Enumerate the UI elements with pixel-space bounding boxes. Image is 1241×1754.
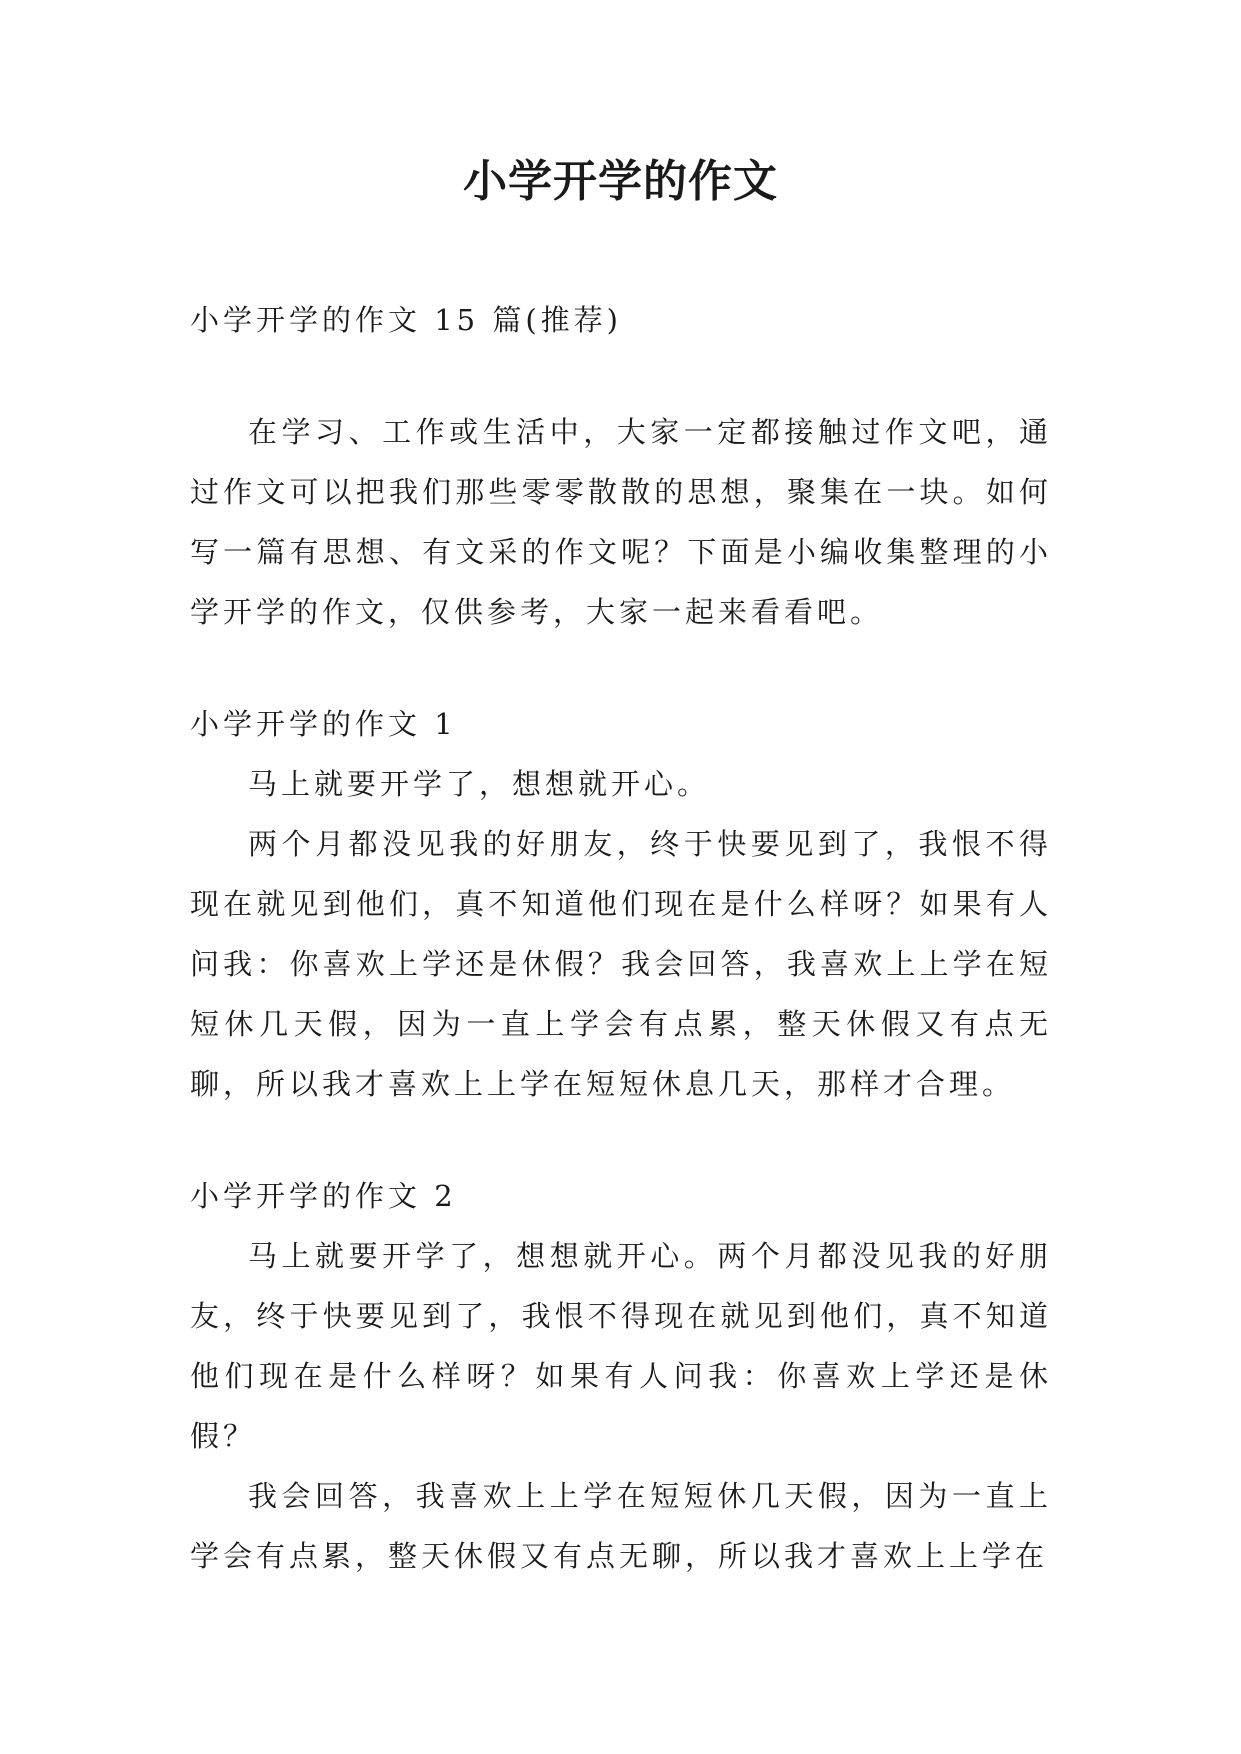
section-paragraph: 马上就要开学了，想想就开心。两个月都没见我的好朋友，终于快要见到了，我恨不得现在就见到他们，真不知道他们现在是什么样呀？如果有人问我：你喜欢上学还是休假？ [190,1239,1052,1453]
document-body [190,290,1052,1586]
intro-paragraph: 在学习、工作或生活中，大家一定都接触过作文吧，通过作文可以把我们那些零零散散的思想，聚集在一块。如何写一篇有思想、有文采的作文呢？下面是小编收集整理的小学开学的作文，仅供参考，大家一起来看看吧。 [190,415,1052,629]
section-paragraph: 两个月都没见我的好朋友，终于快要见到了，我恨不得现在就见到他们，真不知道他们现在是什么样呀？如果有人问我：你喜欢上学还是休假？我会回答，我喜欢上上学在短短休几天假，因为一直上学会有点累，整天休假又有点无聊，所以我才喜欢上上学在短短休息几天，那样才合理。 [190,827,1052,1101]
section-heading: 小学开学的作文 1 [190,707,457,741]
essay-section-1 [190,694,1052,1114]
section-paragraph: 我会回答，我喜欢上上学在短短休几天假，因为一直上学会有点累，整天休假又有点无聊，所以我才喜欢上上学在 [190,1479,1052,1573]
document-subtitle: 小学开学的作文 15 篇(推荐) [190,303,622,337]
section-paragraph: 马上就要开学了，想想就开心。 [248,767,711,801]
section-heading: 小学开学的作文 2 [190,1179,457,1213]
essay-section-2 [190,1166,1052,1586]
document-title: 小学开学的作文 [463,156,778,207]
